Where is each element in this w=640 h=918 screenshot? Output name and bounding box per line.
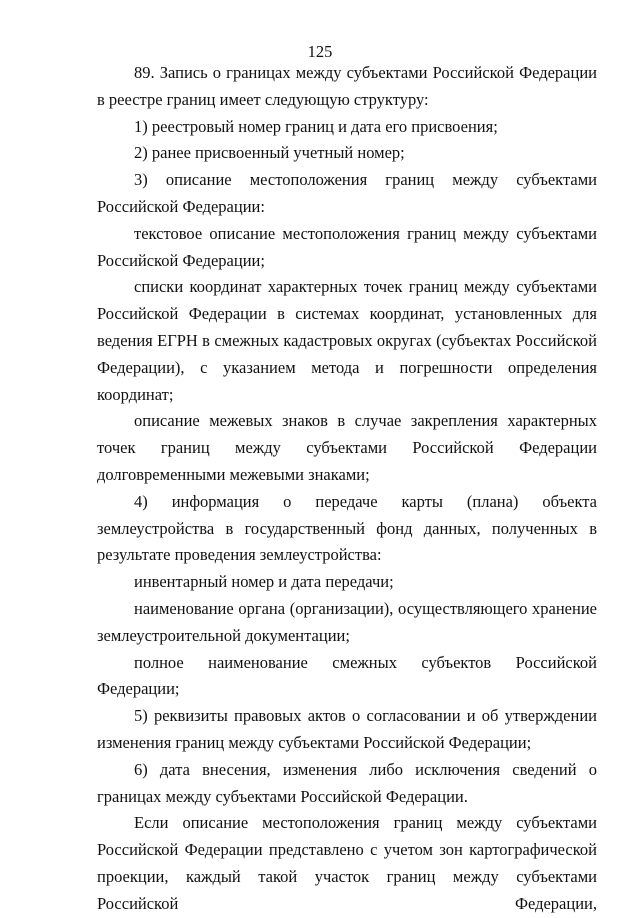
paragraph-item-5: 5) реквизиты правовых актов о согласовании и об утверждении изменения границ между субъектами Российской Федерации; xyxy=(97,706,597,752)
paragraph-item-3: 3) описание местоположения границ между субъектами Российской Федерации: xyxy=(97,170,597,216)
paragraph-adjacent-subjects: полное наименование смежных субъектов Российской Федерации; xyxy=(97,652,597,699)
paragraph-item-1: 1) реестровый номер границ и дата его присвоения; xyxy=(134,116,498,136)
paragraph-inventory-number: инвентарный номер и дата передачи; xyxy=(134,572,394,592)
paragraph-projection-zones: Если описание местоположения границ между субъектами Российской Федерации представлено с учетом зон картографической проекции, каждый такой участок границ между субъектами Российской Федерации, xyxy=(97,813,597,913)
body-text xyxy=(97,60,597,918)
paragraph-organization-name: наименование органа (организации), осуществляющего хранение землеустроительной документации; xyxy=(97,598,597,645)
paragraph-item-4: 4) информация о передаче карты (плана) объекта землеустройства в государственный фонд данных, полученных в результате проведения землеустройства: xyxy=(97,491,597,565)
paragraph-text-description: текстовое описание местоположения границ между субъектами Российской Федерации; xyxy=(97,223,597,270)
paragraph-coordinates-lists: списки координат характерных точек границ между субъектами Российской Федерации в системах координат, установленных для ведения ЕГРН в смежных кадастровых округах (субъектах Российской Федерации), с указанием метода и погрешности определения координат; xyxy=(97,277,597,404)
paragraph-boundary-markers: описание межевых знаков в случае закрепления характерных точек границ между субъектами Российской Федерации долговременными межевыми знаками; xyxy=(97,411,597,484)
page-number: 125 xyxy=(307,42,333,61)
paragraph-item-2: 2) ранее присвоенный учетный номер; xyxy=(134,143,405,163)
paragraph-item-6: 6) дата внесения, изменения либо исключения сведений о границах между субъектами Российской Федерации. xyxy=(97,759,597,806)
paragraph-89-intro: 89. Запись о границах между субъектами Российской Федерации в реестре границ имеет следующую структуру: xyxy=(97,63,597,109)
